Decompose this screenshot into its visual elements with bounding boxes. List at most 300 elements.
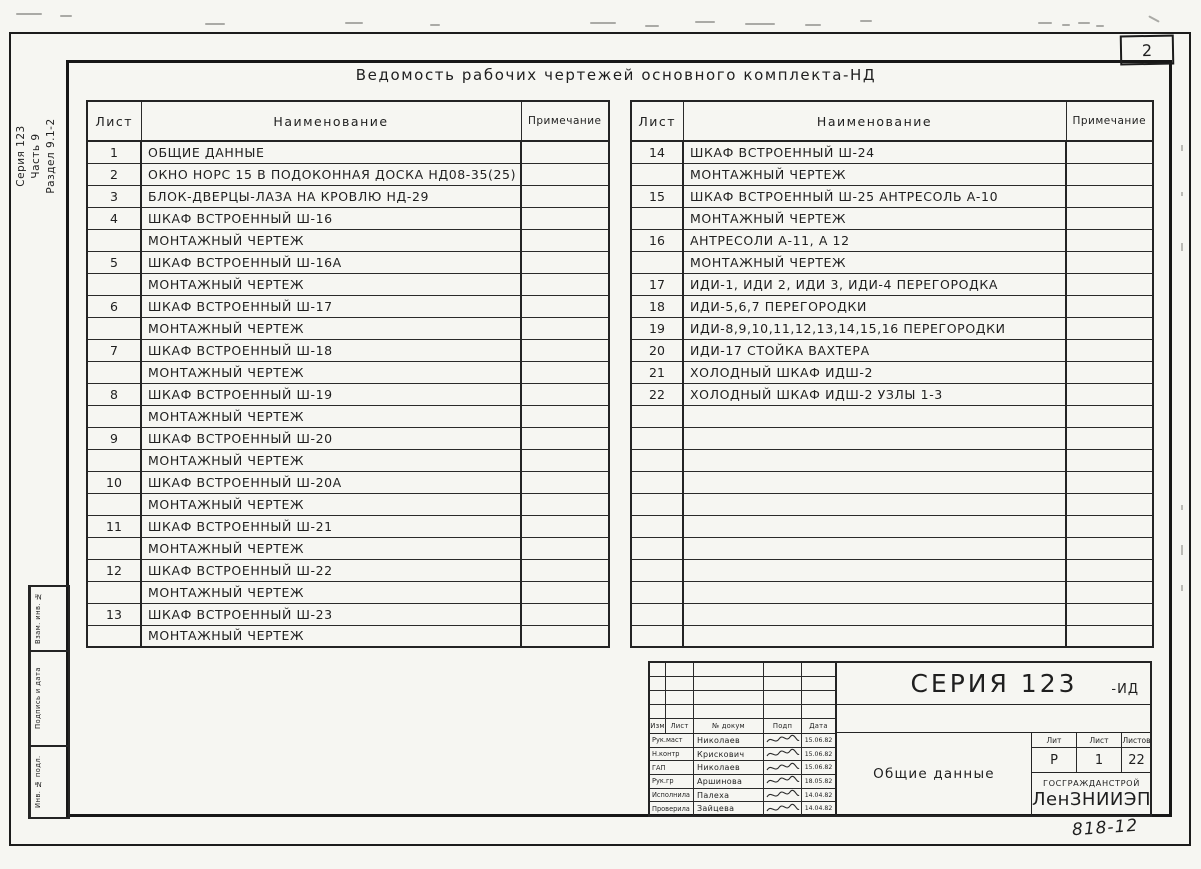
table-row bbox=[87, 361, 609, 383]
lit-header-row bbox=[1032, 733, 1151, 748]
table-row bbox=[631, 625, 1153, 647]
note-cell bbox=[521, 449, 609, 471]
note-cell bbox=[521, 229, 609, 251]
signature-scribble bbox=[766, 748, 800, 760]
name-cell bbox=[683, 449, 1066, 471]
signature-scribble bbox=[766, 734, 800, 746]
table-row bbox=[631, 405, 1153, 427]
drawing-register-table-left bbox=[86, 100, 610, 648]
title-block-empty-band bbox=[837, 705, 1151, 733]
table-row bbox=[87, 559, 609, 581]
table-row bbox=[631, 559, 1153, 581]
name-cell: МОНТАЖНЫЙ ЧЕРТЕЖ bbox=[141, 229, 521, 251]
signature-cell bbox=[764, 789, 802, 802]
name-cell: ШКАФ ВСТРОЕННЫЙ Ш-17 bbox=[141, 295, 521, 317]
name-cell: ШКАФ ВСТРОЕННЫЙ Ш-19 bbox=[141, 383, 521, 405]
sheet-number-cell: 17 bbox=[631, 273, 683, 295]
table-row bbox=[631, 427, 1153, 449]
table-row bbox=[87, 339, 609, 361]
table-row bbox=[631, 273, 1153, 295]
revision-empty-cell bbox=[650, 691, 666, 705]
name-cell: МОНТАЖНЫЙ ЧЕРТЕЖ bbox=[683, 207, 1066, 229]
table-row bbox=[631, 251, 1153, 273]
note-cell bbox=[521, 163, 609, 185]
note-cell bbox=[521, 361, 609, 383]
date-cell: 15.06.82 bbox=[804, 736, 833, 744]
org-parent-name: ГОСГРАЖДАНСТРОЙ bbox=[1043, 778, 1140, 788]
name-cell: ОБЩИЕ ДАННЫЕ bbox=[141, 141, 521, 163]
table-row bbox=[631, 537, 1153, 559]
margin-box-vzam-inv bbox=[28, 585, 70, 652]
name-cell: ХОЛОДНЫЙ ШКАФ ИДШ-2 УЗЛЫ 1-3 bbox=[683, 383, 1066, 405]
scan-artifact bbox=[1181, 585, 1183, 591]
name-cell: ИДИ-17 СТОЙКА ВАХТЕРА bbox=[683, 339, 1066, 361]
series-cell bbox=[837, 663, 1151, 705]
revision-section bbox=[650, 663, 837, 815]
signature-cell bbox=[764, 761, 802, 774]
margin-box-empty-cell bbox=[45, 747, 68, 817]
table-row bbox=[631, 207, 1153, 229]
table-row bbox=[631, 163, 1153, 185]
col-header-note: Примечание bbox=[521, 101, 609, 141]
name-cell: ШКАФ ВСТРОЕННЫЙ Ш-21 bbox=[141, 515, 521, 537]
note-cell bbox=[1066, 559, 1153, 581]
section-line: Раздел 9.1-2 bbox=[45, 118, 57, 194]
table-row bbox=[87, 317, 609, 339]
name-cell: МОНТАЖНЫЙ ЧЕРТЕЖ bbox=[141, 405, 521, 427]
note-cell bbox=[521, 559, 609, 581]
note-cell bbox=[1066, 295, 1153, 317]
note-cell bbox=[521, 427, 609, 449]
rev-header-list: Лист bbox=[666, 719, 694, 733]
table-row bbox=[631, 449, 1153, 471]
note-cell bbox=[1066, 383, 1153, 405]
name-cell: ШКАФ ВСТРОЕННЫЙ Ш-18 bbox=[141, 339, 521, 361]
name-cell: БЛОК-ДВЕРЦЫ-ЛАЗА НА КРОВЛЮ НД-29 bbox=[141, 185, 521, 207]
table-row bbox=[631, 339, 1153, 361]
table-row bbox=[87, 625, 609, 647]
note-cell bbox=[521, 295, 609, 317]
name-cell: МОНТАЖНЫЙ ЧЕРТЕЖ bbox=[141, 449, 521, 471]
lit-value: Р bbox=[1032, 748, 1077, 772]
table-row bbox=[87, 251, 609, 273]
sheet-number-cell bbox=[87, 625, 141, 647]
note-cell bbox=[521, 273, 609, 295]
name-cell bbox=[683, 515, 1066, 537]
note-cell bbox=[521, 537, 609, 559]
table-row bbox=[87, 405, 609, 427]
sheet-number-cell bbox=[631, 581, 683, 603]
person-name: Крискович bbox=[694, 748, 764, 761]
signature-cell bbox=[764, 734, 802, 747]
name-cell: МОНТАЖНЫЙ ЧЕРТЕЖ bbox=[141, 625, 521, 647]
margin-box-label: Подпись и дата bbox=[30, 652, 45, 745]
revision-empty-cell bbox=[802, 705, 835, 719]
note-cell bbox=[1066, 317, 1153, 339]
signature-scribble bbox=[766, 762, 800, 774]
name-cell bbox=[683, 471, 1066, 493]
note-cell bbox=[521, 383, 609, 405]
series-title: СЕРИЯ 123 bbox=[910, 669, 1078, 698]
sheet-number-cell bbox=[87, 537, 141, 559]
revision-empty-cell bbox=[666, 663, 694, 677]
revision-empty-cell bbox=[666, 677, 694, 691]
table-row bbox=[631, 141, 1153, 163]
date-cell: 15.06.82 bbox=[804, 750, 833, 758]
revision-empty-cell bbox=[694, 691, 764, 705]
table-row bbox=[631, 317, 1153, 339]
name-cell: МОНТАЖНЫЙ ЧЕРТЕЖ bbox=[141, 493, 521, 515]
table-row bbox=[87, 185, 609, 207]
sheet-number-cell: 1 bbox=[87, 141, 141, 163]
page-title: Ведомость рабочих чертежей основного комплекта-НД bbox=[355, 66, 877, 84]
revision-role-row bbox=[650, 802, 835, 815]
table-row bbox=[87, 581, 609, 603]
revision-role-row bbox=[650, 789, 835, 803]
sheet-number-cell bbox=[87, 405, 141, 427]
table-row bbox=[87, 449, 609, 471]
role-label: Н.контр bbox=[650, 748, 694, 761]
name-cell: МОНТАЖНЫЙ ЧЕРТЕЖ bbox=[683, 163, 1066, 185]
note-cell bbox=[1066, 537, 1153, 559]
table-header-row bbox=[631, 101, 1153, 141]
signature-cell bbox=[764, 748, 802, 761]
name-cell: ШКАФ ВСТРОЕННЫЙ Ш-20А bbox=[141, 471, 521, 493]
signature-scribble bbox=[766, 803, 800, 815]
revision-empty-cell bbox=[666, 691, 694, 705]
signature-cell bbox=[764, 775, 802, 788]
scan-artifact bbox=[1096, 25, 1104, 27]
sheet-number-cell: 8 bbox=[87, 383, 141, 405]
organization-cell bbox=[1032, 773, 1151, 815]
name-cell: ИДИ-1, ИДИ 2, ИДИ 3, ИДИ-4 ПЕРЕГОРОДКА bbox=[683, 273, 1066, 295]
scan-artifact bbox=[745, 23, 775, 25]
revision-role-row bbox=[650, 775, 835, 789]
note-cell bbox=[1066, 405, 1153, 427]
scan-artifact bbox=[1148, 15, 1160, 22]
rev-header-podp: Подп bbox=[764, 719, 802, 733]
scan-artifact bbox=[1181, 145, 1183, 151]
name-cell bbox=[683, 427, 1066, 449]
name-cell: МОНТАЖНЫЙ ЧЕРТЕЖ bbox=[141, 273, 521, 295]
table-row bbox=[631, 383, 1153, 405]
table-row bbox=[87, 493, 609, 515]
revision-role-row bbox=[650, 734, 835, 748]
name-cell: АНТРЕСОЛИ А-11, А 12 bbox=[683, 229, 1066, 251]
scan-artifact bbox=[590, 22, 616, 24]
role-label: Рук.гр bbox=[650, 775, 694, 788]
sheet-number-cell: 3 bbox=[87, 185, 141, 207]
table-row bbox=[631, 515, 1153, 537]
note-cell bbox=[1066, 471, 1153, 493]
sheet-number-cell bbox=[631, 405, 683, 427]
revision-empty-row bbox=[650, 705, 835, 719]
note-cell bbox=[1066, 273, 1153, 295]
note-cell bbox=[1066, 207, 1153, 229]
name-cell: ШКАФ ВСТРОЕННЫЙ Ш-20 bbox=[141, 427, 521, 449]
scan-artifact bbox=[60, 15, 72, 17]
table-row bbox=[631, 185, 1153, 207]
lit-header-lit: Лит bbox=[1032, 733, 1077, 747]
table-row bbox=[87, 515, 609, 537]
note-cell bbox=[521, 515, 609, 537]
name-cell: ШКАФ ВСТРОЕННЫЙ Ш-16А bbox=[141, 251, 521, 273]
scan-artifact bbox=[430, 24, 440, 26]
sheet-number-cell bbox=[631, 207, 683, 229]
sheet-number-cell: 4 bbox=[87, 207, 141, 229]
revision-empty-row bbox=[650, 663, 835, 677]
note-cell bbox=[521, 603, 609, 625]
table-row bbox=[87, 141, 609, 163]
date-cell: 18.05.82 bbox=[804, 777, 833, 785]
name-cell bbox=[683, 581, 1066, 603]
title-block-right bbox=[837, 663, 1151, 815]
sheet-number-cell bbox=[87, 449, 141, 471]
table-row bbox=[631, 229, 1153, 251]
col-header-sheet: Лист bbox=[631, 101, 683, 141]
table-row bbox=[631, 295, 1153, 317]
table-row bbox=[87, 163, 609, 185]
sheet-number-cell: 5 bbox=[87, 251, 141, 273]
name-cell: ОКНО НОРС 15 В ПОДОКОННАЯ ДОСКА НД08-35(25) bbox=[141, 163, 521, 185]
sheet-number: 2 bbox=[1141, 40, 1153, 60]
sheet-number-cell: 12 bbox=[87, 559, 141, 581]
series-suffix: -ИД bbox=[1111, 682, 1139, 697]
role-label: Рук.маст bbox=[650, 734, 694, 747]
sheet-number-cell: 21 bbox=[631, 361, 683, 383]
sheet-number-cell: 15 bbox=[631, 185, 683, 207]
scan-artifact bbox=[860, 20, 872, 22]
note-cell bbox=[521, 317, 609, 339]
sheet-number-cell bbox=[631, 427, 683, 449]
col-header-name: Наименование bbox=[141, 101, 521, 141]
note-cell bbox=[521, 625, 609, 647]
revision-empty-cell bbox=[666, 705, 694, 719]
sheet-number-cell: 2 bbox=[87, 163, 141, 185]
revision-empty-grid bbox=[650, 663, 835, 719]
table-header-row bbox=[87, 101, 609, 141]
title-block-bottom bbox=[837, 733, 1151, 815]
role-label: Исполнила bbox=[650, 789, 694, 802]
note-cell bbox=[521, 207, 609, 229]
revision-empty-row bbox=[650, 677, 835, 691]
scan-artifact bbox=[16, 13, 42, 15]
signature-scribble bbox=[766, 789, 800, 801]
note-cell bbox=[1066, 185, 1153, 207]
table-row bbox=[631, 581, 1153, 603]
name-cell bbox=[683, 603, 1066, 625]
scan-artifact bbox=[1181, 545, 1183, 555]
revision-rows bbox=[650, 734, 835, 815]
name-cell: МОНТАЖНЫЙ ЧЕРТЕЖ bbox=[141, 537, 521, 559]
name-cell: ИДИ-8,9,10,11,12,13,14,15,16 ПЕРЕГОРОДКИ bbox=[683, 317, 1066, 339]
name-cell: ШКАФ ВСТРОЕННЫЙ Ш-16 bbox=[141, 207, 521, 229]
revision-role-row bbox=[650, 748, 835, 762]
scan-artifact bbox=[1038, 22, 1052, 24]
table-row bbox=[87, 229, 609, 251]
margin-box-inv-podl bbox=[28, 745, 70, 819]
sheet-number-cell: 14 bbox=[631, 141, 683, 163]
scan-artifact bbox=[1181, 505, 1183, 510]
sheet-number-cell: 9 bbox=[87, 427, 141, 449]
name-cell bbox=[683, 493, 1066, 515]
table-row bbox=[87, 207, 609, 229]
note-cell bbox=[1066, 163, 1153, 185]
name-cell: ШКАФ ВСТРОЕННЫЙ Ш-23 bbox=[141, 603, 521, 625]
name-cell: ИДИ-5,6,7 ПЕРЕГОРОДКИ bbox=[683, 295, 1066, 317]
margin-box-empty-cell bbox=[45, 652, 68, 745]
revision-empty-cell bbox=[650, 705, 666, 719]
table-row bbox=[87, 427, 609, 449]
sheet-number-cell bbox=[87, 317, 141, 339]
col-header-note: Примечание bbox=[1066, 101, 1153, 141]
revision-empty-row bbox=[650, 691, 835, 705]
sheet-number-cell bbox=[631, 515, 683, 537]
sheet-value: 1 bbox=[1077, 748, 1122, 772]
table-row bbox=[87, 383, 609, 405]
note-cell bbox=[1066, 361, 1153, 383]
name-cell bbox=[683, 625, 1066, 647]
note-cell bbox=[1066, 493, 1153, 515]
table-row bbox=[87, 471, 609, 493]
sheet-number-cell: 7 bbox=[87, 339, 141, 361]
sheet-number-cell bbox=[631, 603, 683, 625]
rev-header-data: Дата bbox=[809, 722, 828, 730]
margin-box-empty-cell bbox=[45, 587, 68, 650]
name-cell bbox=[683, 537, 1066, 559]
note-cell bbox=[1066, 625, 1153, 647]
table-row bbox=[631, 361, 1153, 383]
note-cell bbox=[1066, 515, 1153, 537]
sheet-number-cell bbox=[631, 559, 683, 581]
date-cell: 15.06.82 bbox=[804, 764, 833, 772]
note-cell bbox=[1066, 229, 1153, 251]
scan-artifact bbox=[1181, 243, 1183, 251]
note-cell bbox=[1066, 339, 1153, 361]
rev-header-dokum: № докум bbox=[694, 719, 764, 733]
sheet-number-cell bbox=[631, 493, 683, 515]
sheet-number-cell: 6 bbox=[87, 295, 141, 317]
note-cell bbox=[521, 185, 609, 207]
table-row bbox=[87, 273, 609, 295]
table-row bbox=[631, 603, 1153, 625]
sheet-number-cell bbox=[87, 361, 141, 383]
note-cell bbox=[521, 251, 609, 273]
sheet-number-cell bbox=[631, 471, 683, 493]
revision-empty-cell bbox=[650, 677, 666, 691]
name-cell: МОНТАЖНЫЙ ЧЕРТЕЖ bbox=[141, 361, 521, 383]
revision-empty-cell bbox=[802, 677, 835, 691]
person-name: Николаев bbox=[694, 734, 764, 747]
scan-artifact bbox=[205, 23, 225, 25]
lit-section bbox=[1032, 733, 1151, 815]
sheet-number-cell: 10 bbox=[87, 471, 141, 493]
revision-empty-cell bbox=[802, 691, 835, 705]
name-cell: МОНТАЖНЫЙ ЧЕРТЕЖ bbox=[141, 581, 521, 603]
date-cell: 14.04.82 bbox=[804, 791, 833, 799]
note-cell bbox=[521, 471, 609, 493]
revision-empty-cell bbox=[764, 691, 802, 705]
note-cell bbox=[521, 339, 609, 361]
person-name: Палеха bbox=[694, 789, 764, 802]
role-label: Проверила bbox=[650, 802, 694, 815]
name-cell: МОНТАЖНЫЙ ЧЕРТЕЖ bbox=[141, 317, 521, 339]
margin-box-label: Инв. № подл. bbox=[30, 747, 45, 817]
person-name: Николаев bbox=[694, 761, 764, 774]
sheet-number-cell: 16 bbox=[631, 229, 683, 251]
part-line: Часть 9 bbox=[30, 133, 42, 179]
sheet-number-box bbox=[1120, 35, 1175, 66]
sheets-total-value: 22 bbox=[1128, 752, 1145, 768]
note-cell bbox=[521, 581, 609, 603]
revision-empty-cell bbox=[764, 677, 802, 691]
table-row bbox=[87, 295, 609, 317]
scan-artifact bbox=[805, 24, 821, 26]
name-cell bbox=[683, 559, 1066, 581]
sheet-number-cell bbox=[87, 229, 141, 251]
date-cell: 14.04.82 bbox=[804, 805, 833, 813]
lit-header-listov: Листов bbox=[1122, 735, 1151, 745]
scan-artifact bbox=[1062, 24, 1070, 26]
revision-role-row bbox=[650, 761, 835, 775]
sheet-number-cell bbox=[631, 163, 683, 185]
scan-artifact bbox=[1078, 22, 1090, 24]
note-cell bbox=[521, 405, 609, 427]
margin-box-podpis-data bbox=[28, 650, 70, 747]
table-row bbox=[87, 603, 609, 625]
signature-cell bbox=[764, 802, 802, 815]
revision-empty-cell bbox=[694, 663, 764, 677]
table-row bbox=[631, 493, 1153, 515]
revision-empty-cell bbox=[694, 677, 764, 691]
revision-empty-cell bbox=[802, 663, 835, 677]
col-header-sheet: Лист bbox=[87, 101, 141, 141]
sheet-number-cell bbox=[87, 493, 141, 515]
sheet-number-cell: 20 bbox=[631, 339, 683, 361]
scan-artifact bbox=[645, 25, 659, 27]
margin-box-label: Взам. инв. № bbox=[30, 587, 45, 650]
sheet-number-cell bbox=[631, 537, 683, 559]
signature-scribble bbox=[766, 775, 800, 787]
table-row bbox=[631, 471, 1153, 493]
sheet-number-cell bbox=[87, 581, 141, 603]
rev-header-izm: Изм bbox=[650, 719, 666, 733]
org-name: ЛенЗНИИЭП bbox=[1032, 789, 1151, 810]
sheet-number-cell: 19 bbox=[631, 317, 683, 339]
revision-empty-cell bbox=[650, 663, 666, 677]
col-header-name: Наименование bbox=[683, 101, 1066, 141]
revision-empty-cell bbox=[764, 663, 802, 677]
name-cell bbox=[683, 405, 1066, 427]
sheet-number-cell bbox=[631, 251, 683, 273]
note-cell bbox=[1066, 603, 1153, 625]
person-name: Зайцева bbox=[694, 802, 764, 815]
note-cell bbox=[1066, 449, 1153, 471]
drawing-register-table-right bbox=[630, 100, 1154, 648]
revision-empty-cell bbox=[764, 705, 802, 719]
revision-empty-cell bbox=[694, 705, 764, 719]
margin-series-label bbox=[14, 78, 64, 234]
note-cell bbox=[521, 141, 609, 163]
note-cell bbox=[1066, 427, 1153, 449]
note-cell bbox=[1066, 251, 1153, 273]
name-cell: ХОЛОДНЫЙ ШКАФ ИДШ-2 bbox=[683, 361, 1066, 383]
note-cell bbox=[1066, 141, 1153, 163]
sheet-number-cell bbox=[631, 625, 683, 647]
sheet-number-cell: 11 bbox=[87, 515, 141, 537]
name-cell: ШКАФ ВСТРОЕННЫЙ Ш-24 bbox=[683, 141, 1066, 163]
table-row bbox=[87, 537, 609, 559]
